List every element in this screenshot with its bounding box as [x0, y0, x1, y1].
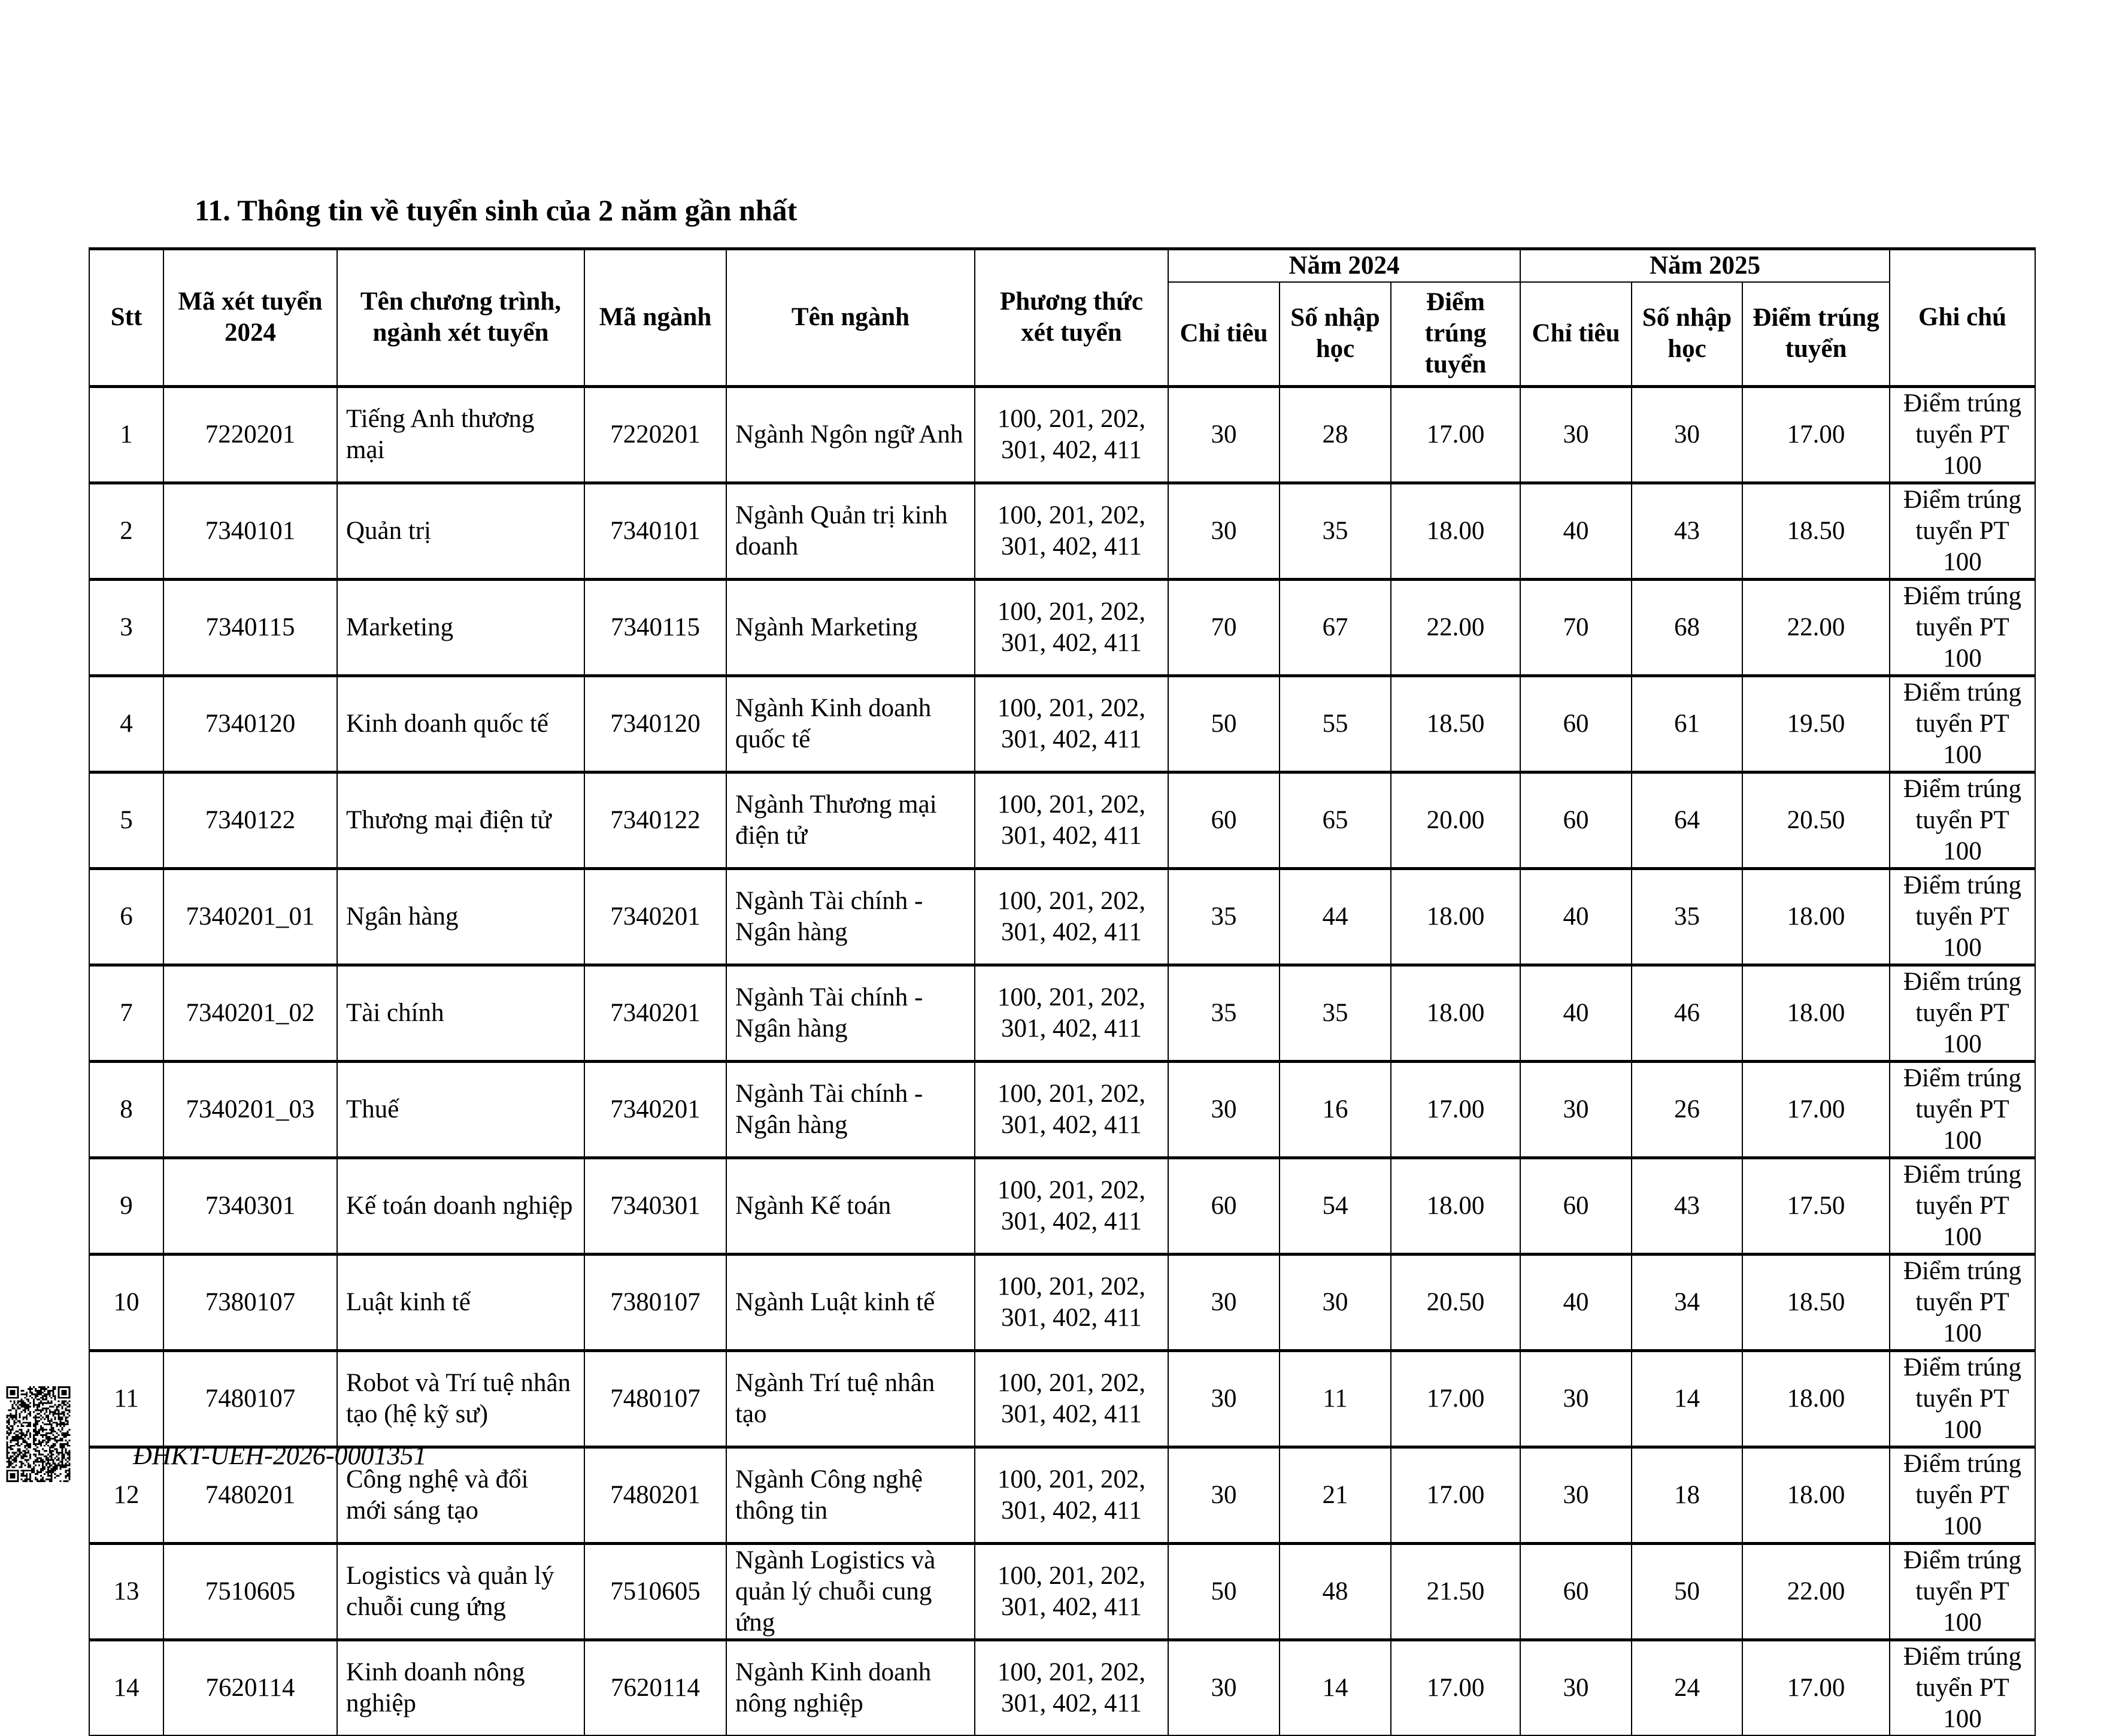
cell-ten-nganh: Ngành Tài chính - Ngân hàng — [726, 1061, 975, 1158]
cell-ten-chuong-trinh: Robot và Trí tuệ nhân tạo (hệ kỹ sư) — [337, 1350, 584, 1447]
cell-chi-tieu-2024: 35 — [1168, 868, 1280, 965]
cell-phuong-thuc: 100, 201, 202, 301, 402, 411 — [975, 386, 1168, 483]
cell-ghi-chu: Điểm trúng tuyển PT 100 — [1890, 1254, 2035, 1350]
cell-ma-xet-tuyen: 7340201_01 — [163, 868, 337, 965]
cell-so-nhap-hoc-2025: 50 — [1632, 1543, 1742, 1640]
cell-chi-tieu-2024: 30 — [1168, 1254, 1280, 1350]
cell-ten-nganh: Ngành Kinh doanh nông nghiệp — [726, 1640, 975, 1735]
cell-stt: 6 — [89, 868, 163, 965]
cell-so-nhap-hoc-2025: 64 — [1632, 772, 1742, 868]
cell-phuong-thuc: 100, 201, 202, 301, 402, 411 — [975, 1543, 1168, 1640]
cell-ma-xet-tuyen: 7220201 — [163, 386, 337, 483]
cell-so-nhap-hoc-2025: 26 — [1632, 1061, 1742, 1158]
cell-ma-xet-tuyen: 7340201_02 — [163, 965, 337, 1061]
table-row — [89, 1061, 2035, 1158]
cell-chi-tieu-2025: 70 — [1520, 579, 1632, 675]
cell-so-nhap-hoc-2024: 11 — [1280, 1350, 1391, 1447]
cell-chi-tieu-2024: 30 — [1168, 386, 1280, 483]
cell-diem-2024: 17.00 — [1391, 1640, 1520, 1735]
cell-ten-nganh: Ngành Kế toán — [726, 1158, 975, 1254]
cell-ten-nganh: Ngành Trí tuệ nhân tạo — [726, 1350, 975, 1447]
header-chi-tieu-2024: Chỉ tiêu — [1168, 282, 1280, 386]
cell-diem-2025: 17.00 — [1742, 386, 1890, 483]
header-chi-tieu-2025: Chỉ tiêu — [1520, 282, 1632, 386]
cell-ghi-chu: Điểm trúng tuyển PT 100 — [1890, 1158, 2035, 1254]
cell-ghi-chu: Điểm trúng tuyển PT 100 — [1890, 772, 2035, 868]
cell-so-nhap-hoc-2025: 35 — [1632, 868, 1742, 965]
cell-phuong-thuc: 100, 201, 202, 301, 402, 411 — [975, 868, 1168, 965]
cell-ma-nganh: 7620114 — [584, 1640, 726, 1735]
header-year-2024: Năm 2024 — [1168, 249, 1520, 283]
cell-chi-tieu-2024: 30 — [1168, 1350, 1280, 1447]
cell-chi-tieu-2025: 60 — [1520, 1158, 1632, 1254]
cell-so-nhap-hoc-2025: 46 — [1632, 965, 1742, 1061]
cell-so-nhap-hoc-2024: 14 — [1280, 1640, 1391, 1735]
cell-ma-xet-tuyen: 7340301 — [163, 1158, 337, 1254]
table-row — [89, 1158, 2035, 1254]
cell-ten-chuong-trinh: Luật kinh tế — [337, 1254, 584, 1350]
cell-so-nhap-hoc-2024: 21 — [1280, 1447, 1391, 1543]
cell-diem-2024: 21.50 — [1391, 1543, 1520, 1640]
header-so-nhap-hoc-2024: Số nhập học — [1280, 282, 1391, 386]
header-stt: Stt — [89, 249, 163, 387]
cell-chi-tieu-2025: 60 — [1520, 675, 1632, 772]
cell-chi-tieu-2025: 30 — [1520, 1061, 1632, 1158]
cell-ghi-chu: Điểm trúng tuyển PT 100 — [1890, 1640, 2035, 1735]
header-diem-2024: Điểm trúng tuyển — [1391, 282, 1520, 386]
section-title: 11. Thông tin về tuyển sinh của 2 năm gần nhất — [195, 193, 798, 227]
cell-stt: 8 — [89, 1061, 163, 1158]
cell-phuong-thuc: 100, 201, 202, 301, 402, 411 — [975, 1254, 1168, 1350]
cell-chi-tieu-2024: 70 — [1168, 579, 1280, 675]
cell-ten-chuong-trinh: Thương mại điện tử — [337, 772, 584, 868]
document-code: ĐHKT-UEH-2026-0001351 — [133, 1441, 427, 1470]
header-ma-nganh: Mã ngành — [584, 249, 726, 387]
cell-chi-tieu-2025: 30 — [1520, 1350, 1632, 1447]
cell-ma-nganh: 7220201 — [584, 386, 726, 483]
cell-diem-2024: 18.00 — [1391, 483, 1520, 579]
cell-diem-2025: 18.00 — [1742, 868, 1890, 965]
header-year-2025: Năm 2025 — [1520, 249, 1890, 283]
admissions-table — [89, 247, 2036, 1736]
header-ghi-chu: Ghi chú — [1890, 249, 2035, 387]
cell-chi-tieu-2025: 40 — [1520, 483, 1632, 579]
cell-ma-xet-tuyen: 7340120 — [163, 675, 337, 772]
header-ma-xet-tuyen: Mã xét tuyển 2024 — [163, 249, 337, 387]
cell-diem-2024: 17.00 — [1391, 1061, 1520, 1158]
cell-diem-2025: 18.00 — [1742, 1447, 1890, 1543]
cell-ghi-chu: Điểm trúng tuyển PT 100 — [1890, 1061, 2035, 1158]
cell-ten-nganh: Ngành Luật kinh tế — [726, 1254, 975, 1350]
cell-ma-nganh: 7340201 — [584, 868, 726, 965]
cell-ten-nganh: Ngành Quản trị kinh doanh — [726, 483, 975, 579]
table-body — [89, 386, 2035, 1735]
qr-code-icon — [6, 1386, 71, 1482]
cell-phuong-thuc: 100, 201, 202, 301, 402, 411 — [975, 483, 1168, 579]
cell-stt: 1 — [89, 386, 163, 483]
cell-diem-2025: 17.50 — [1742, 1158, 1890, 1254]
cell-ten-chuong-trinh: Ngân hàng — [337, 868, 584, 965]
cell-stt: 5 — [89, 772, 163, 868]
cell-diem-2025: 19.50 — [1742, 675, 1890, 772]
cell-ghi-chu: Điểm trúng tuyển PT 100 — [1890, 675, 2035, 772]
cell-chi-tieu-2024: 60 — [1168, 772, 1280, 868]
cell-phuong-thuc: 100, 201, 202, 301, 402, 411 — [975, 772, 1168, 868]
cell-chi-tieu-2024: 30 — [1168, 1061, 1280, 1158]
cell-ghi-chu: Điểm trúng tuyển PT 100 — [1890, 579, 2035, 675]
table-row — [89, 1350, 2035, 1447]
cell-phuong-thuc: 100, 201, 202, 301, 402, 411 — [975, 675, 1168, 772]
cell-ten-nganh: Ngành Tài chính - Ngân hàng — [726, 868, 975, 965]
header-diem-2025: Điểm trúng tuyển — [1742, 282, 1890, 386]
cell-stt: 9 — [89, 1158, 163, 1254]
cell-stt: 3 — [89, 579, 163, 675]
cell-ma-xet-tuyen: 7620114 — [163, 1640, 337, 1735]
cell-chi-tieu-2024: 60 — [1168, 1158, 1280, 1254]
cell-ma-xet-tuyen: 7480107 — [163, 1350, 337, 1447]
cell-chi-tieu-2024: 30 — [1168, 483, 1280, 579]
cell-ma-xet-tuyen: 7340201_03 — [163, 1061, 337, 1158]
cell-ma-nganh: 7340122 — [584, 772, 726, 868]
cell-so-nhap-hoc-2025: 18 — [1632, 1447, 1742, 1543]
cell-ma-xet-tuyen: 7340115 — [163, 579, 337, 675]
cell-so-nhap-hoc-2024: 35 — [1280, 965, 1391, 1061]
cell-chi-tieu-2025: 40 — [1520, 1254, 1632, 1350]
cell-chi-tieu-2025: 30 — [1520, 386, 1632, 483]
cell-diem-2025: 22.00 — [1742, 1543, 1890, 1640]
cell-chi-tieu-2024: 30 — [1168, 1447, 1280, 1543]
header-ten-chuong-trinh: Tên chương trình, ngành xét tuyển — [337, 249, 584, 387]
cell-diem-2025: 17.00 — [1742, 1640, 1890, 1735]
cell-so-nhap-hoc-2024: 30 — [1280, 1254, 1391, 1350]
cell-ghi-chu: Điểm trúng tuyển PT 100 — [1890, 965, 2035, 1061]
cell-ten-chuong-trinh: Thuế — [337, 1061, 584, 1158]
cell-so-nhap-hoc-2025: 30 — [1632, 386, 1742, 483]
cell-stt: 14 — [89, 1640, 163, 1735]
cell-diem-2025: 18.50 — [1742, 1254, 1890, 1350]
cell-diem-2024: 18.50 — [1391, 675, 1520, 772]
cell-ghi-chu: Điểm trúng tuyển PT 100 — [1890, 1543, 2035, 1640]
cell-chi-tieu-2025: 30 — [1520, 1447, 1632, 1543]
cell-ten-chuong-trinh: Tiếng Anh thương mại — [337, 386, 584, 483]
cell-ten-nganh: Ngành Công nghệ thông tin — [726, 1447, 975, 1543]
cell-diem-2025: 18.00 — [1742, 1350, 1890, 1447]
cell-ghi-chu: Điểm trúng tuyển PT 100 — [1890, 868, 2035, 965]
cell-phuong-thuc: 100, 201, 202, 301, 402, 411 — [975, 965, 1168, 1061]
cell-ma-nganh: 7480201 — [584, 1447, 726, 1543]
cell-so-nhap-hoc-2025: 14 — [1632, 1350, 1742, 1447]
header-ten-nganh: Tên ngành — [726, 249, 975, 387]
cell-so-nhap-hoc-2024: 16 — [1280, 1061, 1391, 1158]
cell-ten-nganh: Ngành Logistics và quản lý chuỗi cung ứng — [726, 1543, 975, 1640]
cell-ten-chuong-trinh: Tài chính — [337, 965, 584, 1061]
cell-so-nhap-hoc-2024: 67 — [1280, 579, 1391, 675]
cell-so-nhap-hoc-2024: 65 — [1280, 772, 1391, 868]
cell-chi-tieu-2024: 35 — [1168, 965, 1280, 1061]
cell-diem-2024: 17.00 — [1391, 1447, 1520, 1543]
cell-phuong-thuc: 100, 201, 202, 301, 402, 411 — [975, 1447, 1168, 1543]
cell-diem-2024: 22.00 — [1391, 579, 1520, 675]
cell-stt: 7 — [89, 965, 163, 1061]
cell-ma-nganh: 7340301 — [584, 1158, 726, 1254]
cell-ten-nganh: Ngành Ngôn ngữ Anh — [726, 386, 975, 483]
table-row — [89, 772, 2035, 868]
cell-so-nhap-hoc-2025: 61 — [1632, 675, 1742, 772]
table-row — [89, 1640, 2035, 1735]
cell-ma-nganh: 7340120 — [584, 675, 726, 772]
cell-chi-tieu-2025: 40 — [1520, 965, 1632, 1061]
cell-diem-2025: 22.00 — [1742, 579, 1890, 675]
cell-diem-2024: 17.00 — [1391, 386, 1520, 483]
cell-so-nhap-hoc-2024: 48 — [1280, 1543, 1391, 1640]
cell-ma-xet-tuyen: 7340101 — [163, 483, 337, 579]
cell-ten-nganh: Ngành Kinh doanh quốc tế — [726, 675, 975, 772]
cell-so-nhap-hoc-2024: 28 — [1280, 386, 1391, 483]
cell-ma-nganh: 7510605 — [584, 1543, 726, 1640]
cell-diem-2024: 18.00 — [1391, 868, 1520, 965]
cell-diem-2024: 17.00 — [1391, 1350, 1520, 1447]
cell-diem-2024: 20.50 — [1391, 1254, 1520, 1350]
table-row — [89, 965, 2035, 1061]
cell-so-nhap-hoc-2024: 55 — [1280, 675, 1391, 772]
cell-so-nhap-hoc-2025: 43 — [1632, 1158, 1742, 1254]
cell-chi-tieu-2025: 30 — [1520, 1640, 1632, 1735]
cell-ma-nganh: 7480107 — [584, 1350, 726, 1447]
cell-so-nhap-hoc-2024: 54 — [1280, 1158, 1391, 1254]
table-row — [89, 1543, 2035, 1640]
cell-stt: 2 — [89, 483, 163, 579]
cell-chi-tieu-2025: 60 — [1520, 772, 1632, 868]
cell-ma-nganh: 7340201 — [584, 965, 726, 1061]
cell-ten-chuong-trinh: Marketing — [337, 579, 584, 675]
cell-ten-chuong-trinh: Kế toán doanh nghiệp — [337, 1158, 584, 1254]
cell-ma-nganh: 7340201 — [584, 1061, 726, 1158]
cell-ma-xet-tuyen: 7340122 — [163, 772, 337, 868]
cell-diem-2025: 17.00 — [1742, 1061, 1890, 1158]
cell-stt: 12 — [89, 1447, 163, 1543]
cell-diem-2024: 18.00 — [1391, 1158, 1520, 1254]
header-phuong-thuc: Phương thức xét tuyển — [975, 249, 1168, 387]
cell-so-nhap-hoc-2024: 44 — [1280, 868, 1391, 965]
cell-ma-nganh: 7380107 — [584, 1254, 726, 1350]
cell-diem-2024: 20.00 — [1391, 772, 1520, 868]
table-row — [89, 579, 2035, 675]
table-row — [89, 868, 2035, 965]
cell-so-nhap-hoc-2025: 68 — [1632, 579, 1742, 675]
cell-ghi-chu: Điểm trúng tuyển PT 100 — [1890, 1447, 2035, 1543]
cell-ma-nganh: 7340115 — [584, 579, 726, 675]
cell-phuong-thuc: 100, 201, 202, 301, 402, 411 — [975, 1350, 1168, 1447]
table-row — [89, 386, 2035, 483]
cell-ma-xet-tuyen: 7510605 — [163, 1543, 337, 1640]
cell-phuong-thuc: 100, 201, 202, 301, 402, 411 — [975, 1640, 1168, 1735]
cell-phuong-thuc: 100, 201, 202, 301, 402, 411 — [975, 1061, 1168, 1158]
cell-phuong-thuc: 100, 201, 202, 301, 402, 411 — [975, 1158, 1168, 1254]
cell-diem-2025: 18.00 — [1742, 965, 1890, 1061]
cell-diem-2025: 18.50 — [1742, 483, 1890, 579]
cell-stt: 4 — [89, 675, 163, 772]
cell-so-nhap-hoc-2025: 43 — [1632, 483, 1742, 579]
cell-chi-tieu-2024: 50 — [1168, 1543, 1280, 1640]
cell-ten-chuong-trinh: Công nghệ và đổi mới sáng tạo — [337, 1447, 584, 1543]
cell-ten-chuong-trinh: Quản trị — [337, 483, 584, 579]
cell-ten-chuong-trinh: Kinh doanh quốc tế — [337, 675, 584, 772]
table-row — [89, 483, 2035, 579]
cell-stt: 11 — [89, 1350, 163, 1447]
cell-ma-xet-tuyen: 7380107 — [163, 1254, 337, 1350]
header-so-nhap-hoc-2025: Số nhập học — [1632, 282, 1742, 386]
cell-diem-2024: 18.00 — [1391, 965, 1520, 1061]
cell-ma-nganh: 7340101 — [584, 483, 726, 579]
cell-ten-nganh: Ngành Marketing — [726, 579, 975, 675]
cell-so-nhap-hoc-2025: 34 — [1632, 1254, 1742, 1350]
table-row — [89, 1254, 2035, 1350]
cell-ten-nganh: Ngành Thương mại điện tử — [726, 772, 975, 868]
cell-ten-chuong-trinh: Logistics và quản lý chuỗi cung ứng — [337, 1543, 584, 1640]
cell-so-nhap-hoc-2024: 35 — [1280, 483, 1391, 579]
cell-diem-2025: 20.50 — [1742, 772, 1890, 868]
cell-stt: 10 — [89, 1254, 163, 1350]
cell-ghi-chu: Điểm trúng tuyển PT 100 — [1890, 386, 2035, 483]
cell-ten-nganh: Ngành Tài chính - Ngân hàng — [726, 965, 975, 1061]
cell-ten-chuong-trinh: Kinh doanh nông nghiệp — [337, 1640, 584, 1735]
cell-chi-tieu-2024: 30 — [1168, 1640, 1280, 1735]
cell-ghi-chu: Điểm trúng tuyển PT 100 — [1890, 1350, 2035, 1447]
cell-so-nhap-hoc-2025: 24 — [1632, 1640, 1742, 1735]
cell-chi-tieu-2024: 50 — [1168, 675, 1280, 772]
cell-phuong-thuc: 100, 201, 202, 301, 402, 411 — [975, 579, 1168, 675]
cell-ma-xet-tuyen: 7480201 — [163, 1447, 337, 1543]
table-row — [89, 675, 2035, 772]
cell-chi-tieu-2025: 40 — [1520, 868, 1632, 965]
cell-ghi-chu: Điểm trúng tuyển PT 100 — [1890, 483, 2035, 579]
cell-chi-tieu-2025: 60 — [1520, 1543, 1632, 1640]
cell-stt: 13 — [89, 1543, 163, 1640]
